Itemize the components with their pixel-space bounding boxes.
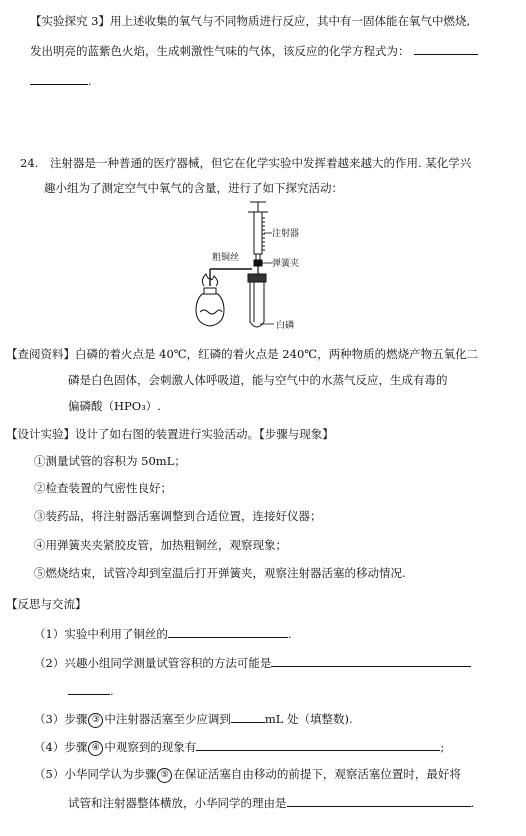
label-clamp: 弹簧夹 — [272, 259, 300, 269]
step-3-num: ③ — [34, 509, 46, 523]
apparatus-figure — [190, 200, 350, 340]
reflect-heading: 【反思与交流】 — [6, 597, 87, 611]
q1-end: . — [287, 627, 292, 641]
answer-blank-equation-1[interactable] — [414, 42, 478, 55]
q5-line2: 试管和注射器整体横放，小华同学的理由是 — [68, 796, 287, 810]
q24-line1-text: 注射器是一种普通的医疗器械，但它在化学实验中发挥着越来越大的作用. 某化学兴 — [49, 156, 472, 170]
reflect-q2-cont — [68, 682, 114, 699]
step-5 — [34, 565, 406, 581]
step-5-num: ⑤ — [34, 566, 46, 580]
reflect-q5-cont — [68, 794, 474, 811]
q2-end: . — [110, 684, 114, 698]
step-2-num: ② — [34, 481, 46, 495]
exp3-line2 — [30, 42, 478, 59]
step-1 — [34, 453, 186, 469]
q3-prefix: （3）步骤 — [34, 712, 88, 726]
step-3 — [34, 508, 322, 524]
label-white-phosphorus: 白磷 — [276, 321, 295, 331]
test-tube-icon — [248, 274, 266, 327]
lookup-line3: 偏磷酸（HPO₃）. — [68, 399, 161, 413]
step-5-text: 燃烧结束，试管冷却到室温后打开弹簧夹，观察注射器活塞的移动情况. — [45, 566, 406, 580]
exp3-line2-text: 发出明亮的蓝紫色火焰，生成刺激性气味的气体，该反应的化学方程式为： — [30, 44, 410, 58]
answer-blank-q3[interactable] — [231, 710, 265, 723]
step-2-text: 检查装置的气密性良好； — [45, 481, 172, 495]
reflect-q1 — [34, 625, 291, 642]
reflect-q5 — [34, 766, 461, 783]
answer-blank-q4[interactable] — [196, 738, 440, 751]
answer-blank-q1[interactable] — [168, 625, 288, 638]
q4-step-num: ④ — [88, 741, 103, 756]
answer-blank-q2a[interactable] — [271, 654, 471, 667]
reflect-q2 — [34, 654, 471, 671]
design-line: 【设计实验】设计了如右图的装置进行实验活动。【步骤与现象】 — [6, 427, 334, 441]
step-1-num: ① — [34, 454, 46, 468]
reflect-q4 — [34, 738, 444, 756]
q5-step-num: ⑤ — [157, 768, 172, 783]
q4-prefix: （4）步骤 — [34, 740, 88, 754]
step-4 — [34, 537, 287, 553]
lookup-line2: 磷是白色固体，会刺激人体呼吸道，能与空气中的水蒸气反应，生成有毒的 — [68, 373, 448, 387]
q4-middle: 中观察到的现象有 — [104, 740, 197, 754]
lookup-line1: 【查阅资料】白磷的着火点是 40℃，红磷的着火点是 240℃，两种物质的燃烧产物五氧化二 — [6, 347, 479, 361]
q4-end: ; — [440, 740, 445, 754]
answer-blank-q2b[interactable] — [68, 682, 110, 695]
step-4-num: ④ — [34, 538, 46, 552]
step-2 — [34, 480, 172, 496]
exp3-line1: 【实验探究 3】用上述收集的氧气与不同物质进行反应，其中有一固体能在氧气中燃烧, — [30, 14, 471, 28]
answer-blank-q5[interactable] — [287, 794, 471, 807]
q3-middle: 中注射器活塞至少应调到 — [104, 712, 231, 726]
step-4-text: 用弹簧夹夹紧胶皮管，加热粗铜丝，观察现象； — [45, 538, 287, 552]
clamp-icon — [254, 260, 262, 266]
q24-line2: 趣小组为了测定空气中氧气的含量，进行了如下探究活动： — [44, 181, 343, 195]
q24-line1 — [20, 155, 471, 171]
step-1-text: 测量试管的容积为 50mL； — [45, 454, 186, 468]
q5-middle: 在保证活塞自由移动的前提下，观察活塞位置时，最好将 — [173, 767, 461, 781]
syringe-icon — [248, 202, 268, 262]
reflect-q3 — [34, 710, 353, 728]
q5-prefix: （5）小华同学认为步骤 — [34, 767, 157, 781]
q3-step-num: ③ — [88, 713, 103, 728]
q2-prefix: （2）兴趣小组同学测量试管容积的方法可能是 — [34, 656, 272, 670]
q1-prefix: （1）实验中利用了铜丝的 — [34, 627, 168, 641]
answer-blank-equation-2[interactable] — [30, 72, 88, 85]
q3-end: mL 处（填整数). — [264, 712, 353, 726]
copper-wire-icon — [210, 269, 252, 286]
label-copper-wire: 粗铜丝 — [212, 253, 240, 263]
label-syringe: 注射器 — [272, 229, 300, 239]
exp3-line3-end: . — [88, 74, 92, 88]
q24-number: 24. — [20, 156, 39, 170]
step-3-text: 装药品，将注射器活塞调整到合适位置，连接好仪器； — [45, 509, 322, 523]
q5-end: . — [470, 796, 475, 810]
exp3-line3 — [30, 72, 92, 89]
